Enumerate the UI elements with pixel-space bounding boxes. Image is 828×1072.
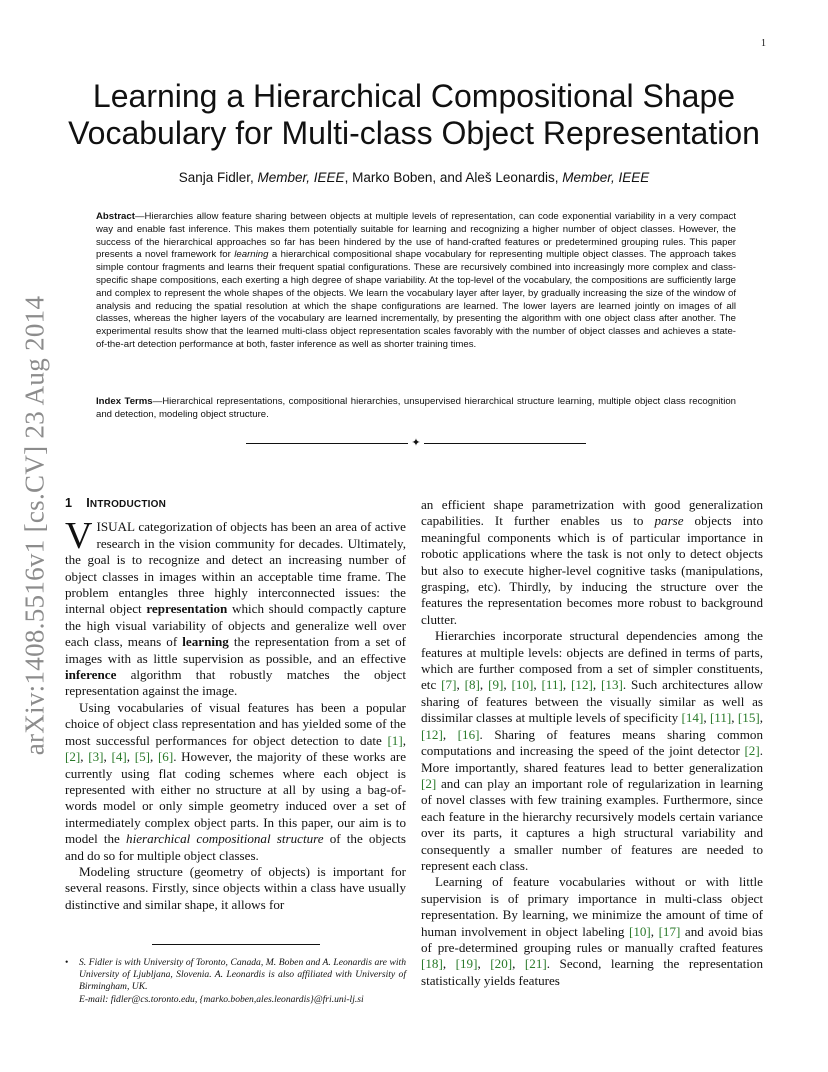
footnote-emails: E-mail: fidler@cs.toronto.edu, {marko.boben,ales.leonardis}@fri.uni-lj.si [79, 993, 364, 1005]
paper-title [60, 78, 768, 152]
citation-link[interactable]: [21] [524, 956, 547, 972]
citation-link[interactable]: [18] [421, 956, 443, 972]
citation-link[interactable]: [20] [490, 956, 513, 972]
intro-paragraph-6: Learning of feature vocabularies without or with little supervision is of primary importance in multi-class object representation. By learning, we minimize the amount of time of human involvement in object labeling [10], [17] and avoid bias of pre-determined grouping rules or manually crafted features [18], [19], [20], [21]. Second, learning the representation statistically yields features [421, 874, 764, 988]
citation-link[interactable]: [17] [658, 923, 681, 939]
intro-paragraph-4 [421, 497, 763, 628]
text-run: Hierarchies incorporate structural dependencies among the features at multiple levels: objects are defined in terms of parts, which are further composed from a set of simpler constituents, etc [421, 628, 763, 693]
citation-link[interactable]: [13] [601, 677, 623, 693]
bold-term: inference [65, 667, 117, 683]
intro-paragraph-5: Hierarchies incorporate structural dependencies among the features at multiple levels: objects are defined in terms of parts, which are further composed from a set of simpler constituents, etc [7], [8], [9], [10], [11], [12], [13]. Such architectures allow sharing of features between the visually similar as well as dissimilar classes at multiple levels of specificity [14], [11], [15], [12], [16]. Sharing of features means sharing common computations and increasing the speed of the joint detector [2]. More importantly, shared features lead to better generalization [2] and can play an important role of regularization in learning of novel classes with few training examples. Furthermore, since each feature in the hierarchy recursively models certain variance over its parts, it captures a high structural variability and consequently a smaller number of features are needed to represent each class. [421, 628, 764, 873]
citation-link[interactable]: [11] [541, 677, 563, 693]
text-run: . Such architectures allow sharing of features between the visually similar as well as dissimilar classes at multiple levels of specificity [421, 677, 763, 726]
text-run: an efficient shape parametrization with good generalization capabilities. It further enables us to [421, 497, 763, 529]
citation-link[interactable]: [16] [457, 726, 480, 742]
citation-link[interactable]: [10] [628, 923, 651, 939]
author-3-role: Member, IEEE [562, 170, 650, 185]
author-1-role: Member, IEEE [257, 170, 345, 185]
citation-link[interactable]: [6] [157, 749, 174, 765]
text-run: . However, the majority of these works are currently using flat coding schemes where each object is represented with either no structure at all by using a bag-of-words model or only simple geometry induced over a set of intermediately complex object parts. In this paper, our aim is to model the [65, 749, 407, 847]
citation-link[interactable]: [7] [441, 677, 457, 693]
smallcaps-lead: ISUAL [96, 519, 136, 535]
drop-cap: V [65, 515, 93, 558]
citation-link[interactable]: [5] [134, 749, 150, 765]
citation-link[interactable]: [12] [571, 677, 593, 693]
citation-link[interactable]: [15] [737, 710, 760, 726]
right-column [421, 497, 763, 989]
text-run: which should compactly capture the high visual variability of objects and generalize well over each class, means of [65, 601, 407, 650]
citation-link[interactable]: [3] [88, 749, 104, 765]
abstract-text-1: —Hierarchies allow feature sharing between objects at multiple levels of representation, can code exponential variability in a very compact way and enable fast inference. This makes them potentially suitable for learning and recognizing a higher number of object classes. However, the success of the hierarchical approaches so far has been hindered by the use of hand-crafted features or predetermined grouping rules. This paper presents a novel framework for [96, 211, 736, 261]
page-number: 1 [761, 38, 766, 49]
text-run: . Sharing of features means sharing common computations and increasing the speed of the joint detector [421, 726, 764, 759]
arxiv-side-stamp [10, 290, 60, 760]
text-run: of the objects and do so for multiple object classes. [65, 831, 406, 863]
text-run: and can play an important role of regularization in learning of novel classes with few training examples. Furthermore, since each feature in the hierarchy recursively models certain variance over its parts, it captures a high structural variability and consequently a smaller number of features are needed to represent each class. [421, 775, 763, 873]
text-run: . More importantly, shared features lead to better generalization [421, 743, 763, 775]
abstract-text-2: a hierarchical compositional shape vocabulary for representing multiple object classes. The approach takes simple contour fragments and learns their frequent spatial configurations. These are recursively combined into increasingly more complex and class-specific shape compositions, each exerting a high degree of shape variability. At the top-level of the vocabulary, the compositions are sufficiently large and complex to represent the whole shapes of the objects. We learn the vocabulary layer after layer, by gradually increasing the size of the window of analysis and reducing the spatial resolution at which the shape configurations are learned. The lower layers are learned jointly on images of all classes, whereas the higher layers of the vocabulary are learned incrementally, by presenting the algorithm with one object class after another. The experimental results show that the learned multi-class object representation scales favorably with the number of object classes and achieves a state-of-the-art detection performance at both, faster inference as well as shorter training times. [96, 249, 736, 350]
abstract-label: Abstract [96, 211, 135, 222]
text-run: and avoid bias of pre-determined grouping rules or manually crafted features [421, 923, 763, 955]
italic-term: parse [654, 513, 684, 529]
divider-rule-left [246, 443, 408, 444]
title-line-2: Vocabulary for Multi-class Object Representation [68, 115, 760, 151]
text-run: Using vocabularies of visual features has been a popular choice of object class representation and has yielded some of the most successful performances for object detection to date [65, 699, 406, 748]
intro-paragraph-2: Using vocabularies of visual features has been a popular choice of object class representation and has yielded some of the most successful performances for object detection to date [1], [2], [3], [4], [5], [6]. However, the majority of these works are currently using flat coding schemes where each object is represented with either no structure at all by using a bag-of-words model or only simple geometry induced over a set of intermediately complex object parts. In this paper, our aim is to model the hierarchical compositional structure of the objects and do so for multiple object classes. [65, 699, 407, 863]
author-list [60, 170, 768, 185]
intro-paragraph-1 [65, 515, 407, 699]
italic-term: hierarchical compositional structure [126, 831, 324, 847]
text-run: algorithm that robustly matches the object representation against the image. [65, 667, 406, 699]
citation-link[interactable]: [2] [65, 749, 81, 765]
author-2-3: , Marko Boben, and Aleš Leonardis, [344, 170, 563, 185]
text-run: Learning of feature vocabularies without or with little supervision is of primary importance in multi-class object representation. By learning, we minimize the amount of time of human involvement in object labeling [421, 874, 763, 939]
footnote-bullet-icon: • [65, 957, 69, 968]
abstract-emphasis: learning [234, 249, 269, 261]
text-run: . Second, learning the representation statistically yields features [421, 956, 764, 988]
author-1: Sanja Fidler, [178, 170, 258, 185]
text-run: the representation from a set of images with as little supervision as possible, and an effective [65, 634, 406, 666]
citation-link[interactable]: [4] [111, 749, 127, 765]
index-terms-text: —Hierarchical representations, compositional hierarchies, unsupervised hierarchical structure learning, multiple object class recognition and detection, modeling object structure. [96, 396, 736, 420]
text-run: objects into meaningful components which is of particular importance in robotic applications where the task is not only to detect objects but also to execute higher-level cognitive tasks (manipulations, grasping, etc). Thirdly, by inducing the structure over the features the representation becomes more robust to background clutter. [421, 513, 763, 627]
citation-link[interactable]: [1] [387, 732, 403, 748]
author-affiliation-footnote [65, 957, 406, 1006]
citation-link[interactable]: [11] [709, 710, 732, 726]
citation-link[interactable]: [12] [421, 726, 443, 742]
citation-link[interactable]: [2] [744, 743, 760, 759]
section-title-initial: I [86, 496, 90, 510]
section-divider [246, 437, 586, 449]
section-heading [65, 495, 406, 513]
divider-ornament-icon: ✦ [411, 437, 421, 449]
abstract [96, 211, 736, 352]
citation-link[interactable]: [19] [455, 956, 478, 972]
section-title-rest: NTRODUCTION [89, 499, 167, 510]
citation-link[interactable]: [8] [464, 677, 480, 693]
footnote-affiliations: S. Fidler is with University of Toronto, Canada, M. Boben and A. Leonardis are with University of Ljubljana, Slovenia. A. Leonardis is also affiliated with University of Birmingham, UK. [79, 957, 406, 993]
intro-paragraph-3: Modeling structure (geometry of objects) is important for several reasons. Firstly, since objects within a class have usually distinctive and similar shape, it allows for [65, 863, 406, 912]
citation-link[interactable]: [10] [511, 677, 534, 693]
arxiv-identifier: arXiv:1408.5516v1 [cs.CV] 23 Aug 2014 [19, 295, 50, 755]
index-terms [96, 396, 736, 422]
index-terms-label: Index Terms [96, 396, 153, 407]
section-number: 1 [65, 496, 73, 510]
footnote-rule [152, 944, 320, 945]
citation-link[interactable]: [2] [421, 775, 437, 791]
bold-term: representation [146, 601, 228, 617]
left-column [65, 495, 406, 913]
citation-link[interactable]: [9] [488, 677, 504, 693]
divider-rule-right [424, 443, 586, 444]
bold-term: learning [182, 634, 229, 650]
text-run: categorization of objects has been an area of active research in the vision community for decades. Ultimately, the goal is to recognize and detect an increasing number of object classes in images within an acceptable time frame. The problem entangles three highly interconnected issues: the internal object [65, 519, 406, 617]
citation-link[interactable]: [14] [681, 710, 704, 726]
title-line-1: Learning a Hierarchical Compositional Shape [92, 78, 736, 114]
